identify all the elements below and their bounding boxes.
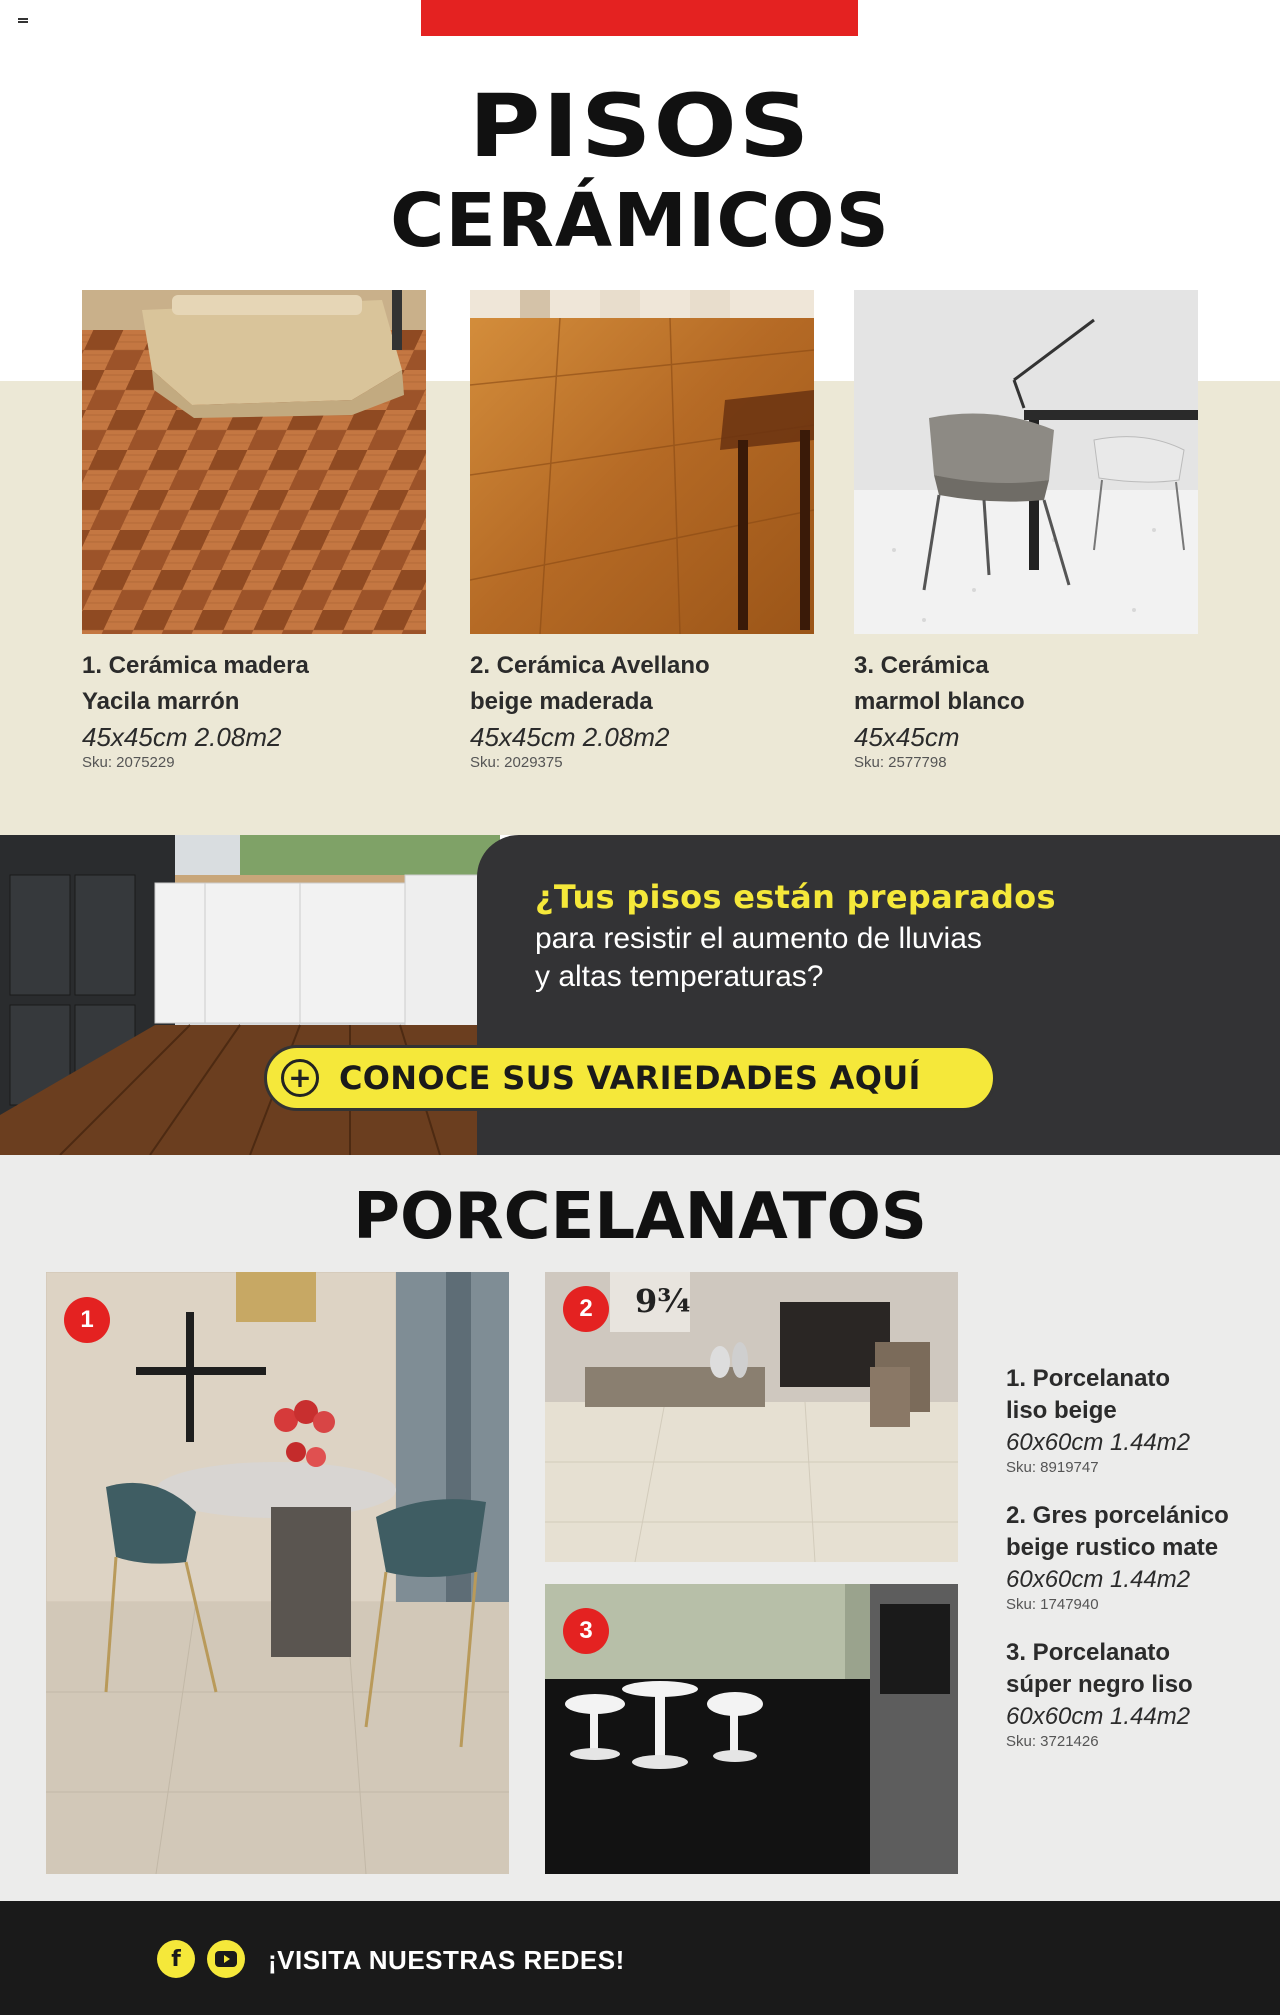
plus-icon: + [281, 1059, 319, 1097]
promo-headline: ¿Tus pisos están preparados [535, 878, 1056, 916]
heading-porcelanatos: PORCELANATOS [353, 1180, 927, 1254]
product-dims: 45x45cm [854, 722, 960, 752]
product-image-ceramica-marmol[interactable] [854, 290, 1198, 634]
product-title-line-1: 3. Cerámica [854, 652, 989, 679]
product-title-line-1: 3. Porcelanato [1006, 1639, 1171, 1666]
cta-label: CONOCE SUS VARIEDADES AQUÍ [339, 1059, 921, 1097]
product-dims: 45x45cm 2.08m2 [82, 722, 282, 752]
product-title-line-2: beige maderada [470, 688, 653, 715]
porcelanato-info-2 [1006, 1500, 1266, 1614]
product-title-line-1: 1. Porcelanato [1006, 1365, 1171, 1392]
product-image-porcelanato-negro[interactable] [545, 1584, 958, 1874]
product-dims: 45x45cm 2.08m2 [470, 722, 670, 752]
product-sku: Sku: 2029375 [470, 754, 563, 771]
product-sku: Sku: 3721426 [1006, 1733, 1099, 1750]
product-title-line-2: súper negro liso [1006, 1671, 1193, 1698]
product-sku: Sku: 2577798 [854, 754, 947, 771]
product-image-porcelanato-liso-beige[interactable] [46, 1272, 509, 1874]
promo-text-line-3: y altas temperaturas? [535, 960, 824, 993]
product-title-line-2: beige rustico mate [1006, 1534, 1219, 1561]
menu-icon[interactable] [18, 18, 28, 26]
porcelanato-info-3 [1006, 1637, 1266, 1751]
badge-1: 1 [64, 1297, 110, 1343]
product-title-line-2: marmol blanco [854, 688, 1025, 715]
footer-visita-redes[interactable]: ¡VISITA NUESTRAS REDES! [268, 1945, 625, 1975]
heading-pisos: PISOS [468, 76, 812, 178]
heading-ceramicos: CERÁMICOS [390, 178, 890, 264]
facebook-glyph: f [171, 1946, 181, 1972]
product-title-line-2: liso beige [1006, 1397, 1117, 1424]
product-image-ceramica-avellano[interactable] [470, 290, 814, 634]
promo-text-line-2: para resistir el aumento de lluvias [535, 922, 982, 955]
cta-conoce-variedades-button[interactable] [264, 1045, 996, 1111]
product-title-line-2: Yacila marrón [82, 688, 240, 715]
product-dims: 60x60cm 1.44m2 [1006, 1566, 1191, 1593]
product-info-1 [82, 648, 442, 772]
product-title-line-1: 1. Cerámica madera [82, 652, 309, 679]
product-sku: Sku: 2075229 [82, 754, 175, 771]
product-title-line-1: 2. Cerámica Avellano [470, 652, 710, 679]
product-sku: Sku: 8919747 [1006, 1459, 1099, 1476]
product-image-ceramica-madera[interactable] [82, 290, 426, 634]
facebook-icon[interactable] [157, 1940, 195, 1978]
product-dims: 60x60cm 1.44m2 [1006, 1429, 1191, 1456]
badge-3: 3 [563, 1608, 609, 1654]
product-sku: Sku: 1747940 [1006, 1596, 1099, 1613]
porcelanato-info-1 [1006, 1363, 1266, 1477]
product-image-gres-beige-rustico[interactable] [545, 1272, 958, 1562]
badge-2: 2 [563, 1286, 609, 1332]
product-title-line-1: 2. Gres porcelánico [1006, 1502, 1229, 1529]
product-dims: 60x60cm 1.44m2 [1006, 1703, 1191, 1730]
product-info-3 [854, 648, 1214, 772]
product-info-2 [470, 648, 830, 772]
sign-text: 9¾ [635, 1282, 691, 1320]
top-red-bar [421, 0, 858, 36]
youtube-icon[interactable] [207, 1940, 245, 1978]
